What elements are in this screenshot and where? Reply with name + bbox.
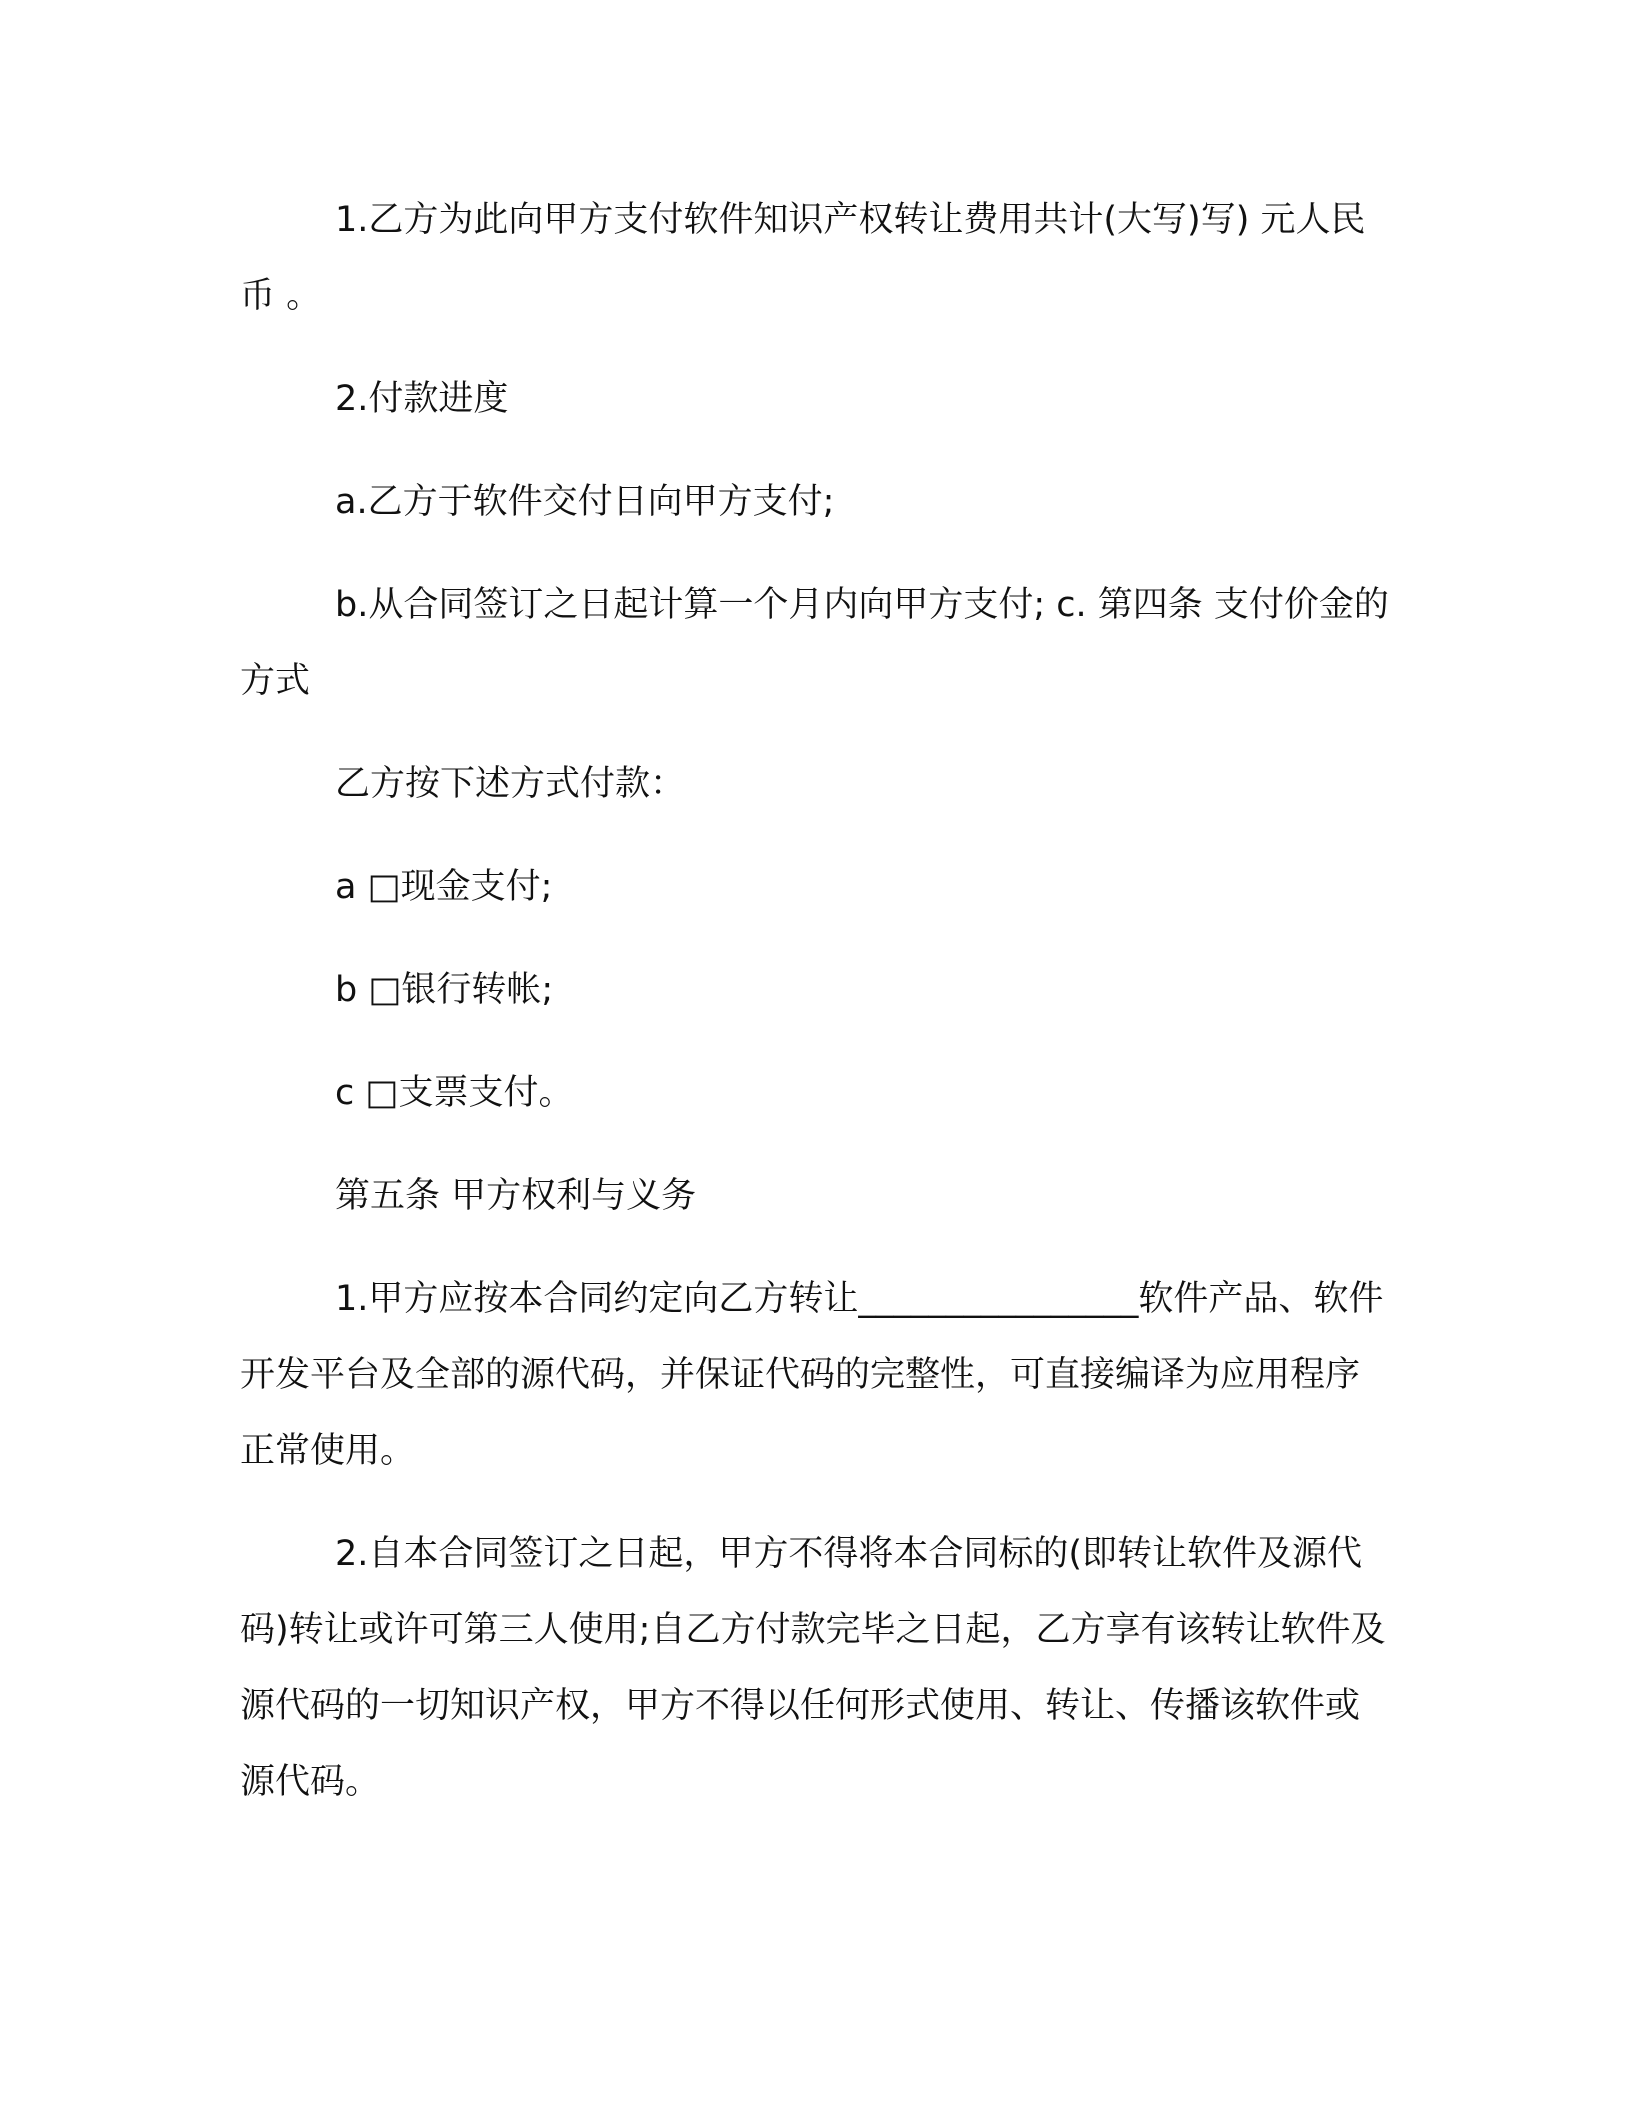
payment-option-check: c □支票支付。 (335, 1073, 574, 1113)
payment-schedule-heading: 2.付款进度 (335, 379, 509, 419)
article-five-heading: 第五条 甲方权利与义务 (335, 1176, 697, 1216)
payment-method-intro: 乙方按下述方式付款： (335, 764, 686, 804)
payment-schedule-item-b: b.从合同签订之日起计算一个月内向甲方支付; c. 第四条 支付价金的方式 (240, 585, 1389, 701)
document-body (240, 182, 1392, 1847)
payment-schedule-item-a: a.乙方于软件交付日向甲方支付; (335, 482, 835, 522)
payment-total-clause: 1.乙方为此向甲方支付软件知识产权转让费用共计(大写)写) 元人民币 。 (240, 200, 1366, 316)
payment-option-cash: a □现金支付; (335, 867, 553, 907)
article-five-clause-1: 1.甲方应按本合同约定向乙方转让________________软件产品、软件开发平台及全部的源代码，并保证代码的完整性，可直接编译为应用程序正常使用。 (240, 1279, 1384, 1471)
article-five-clause-2: 2.自本合同签订之日起，甲方不得将本合同标的(即转让软件及源代码)转让或许可第三人使用;自乙方付款完毕之日起，乙方享有该转让软件及源代码的一切知识产权，甲方不得以任何形式使用、转让、传播该软件或源代码。 (240, 1534, 1386, 1802)
payment-option-bank-transfer: b □银行转帐; (335, 970, 554, 1010)
